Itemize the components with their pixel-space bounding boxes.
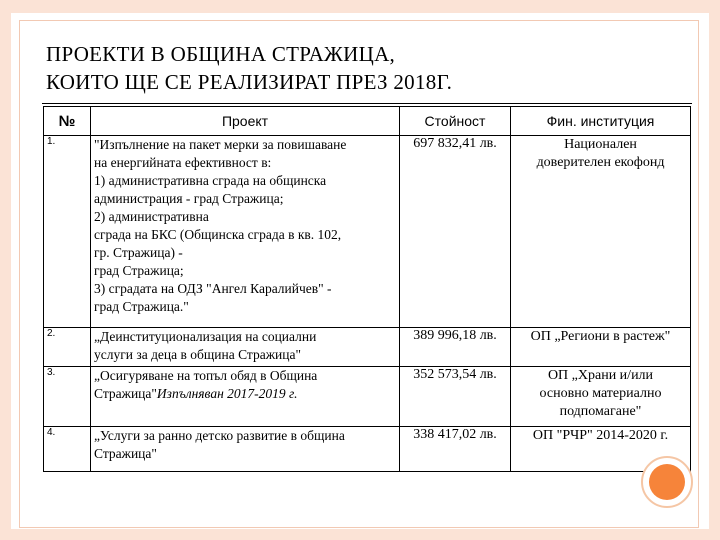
table-header-row — [44, 107, 691, 136]
decorative-circle-icon — [641, 456, 693, 508]
slide-frame-left — [0, 13, 11, 540]
project-line: услуги за деца в община Стражица" — [94, 347, 302, 362]
projects-table — [43, 106, 691, 472]
row-num: 2. — [44, 328, 91, 367]
row-institution — [511, 367, 691, 427]
project-line: "Изпълнение на пакет мерки за повишаване — [94, 137, 347, 152]
row-institution — [511, 328, 691, 367]
project-status-italic: Изпълняван 2017-2019 г. — [156, 386, 298, 401]
row-project — [91, 136, 400, 328]
slide-frame-bottom — [0, 529, 720, 540]
table-row — [44, 427, 691, 472]
slide-title-line-2: КОИТО ЩЕ СЕ РЕАЛИЗИРАТ ПРЕЗ 2018Г. — [46, 70, 453, 94]
project-line: 1) административна сграда на общинска — [94, 173, 327, 188]
project-line — [94, 385, 396, 403]
header-num: № — [44, 107, 91, 136]
institution-line: ОП „Региони в растеж" — [530, 329, 671, 344]
row-num: 4. — [44, 427, 91, 472]
decorative-circle-fill — [649, 464, 685, 500]
project-line: на енергийната ефективност в: — [94, 155, 272, 170]
title-separator — [42, 103, 692, 104]
row-project — [91, 367, 400, 427]
slide-frame-right — [709, 13, 720, 540]
institution-line: Национален — [564, 137, 637, 152]
project-line: „Услуги за ранно детско развитие в община — [94, 428, 345, 443]
header-institution: Фин. институция — [511, 107, 691, 136]
row-value: 389 996,18 лв. — [400, 328, 511, 367]
row-value: 352 573,54 лв. — [400, 367, 511, 427]
row-project — [91, 427, 400, 472]
slide-title — [46, 40, 686, 96]
table-row — [44, 367, 691, 427]
row-institution — [511, 136, 691, 328]
project-line: 2) административна — [94, 209, 209, 224]
row-value: 697 832,41 лв. — [400, 136, 511, 328]
project-line: „Осигуряване на топъл обяд в Община — [94, 368, 318, 383]
header-value: Стойност — [400, 107, 511, 136]
institution-line: доверителен екофонд — [536, 155, 665, 170]
project-line-text: Стражица" — [94, 386, 157, 401]
institution-line: ОП "РЧР" 2014-2020 г. — [532, 428, 669, 443]
slide-title-line-1: ПРОЕКТИ В ОБЩИНА СТРАЖИЦА, — [46, 42, 396, 66]
project-line: Стражица" — [94, 446, 157, 461]
project-line: 3) сградата на ОДЗ "Ангел Каралийчев" - — [94, 281, 332, 296]
institution-line: ОП „Храни и/или — [547, 368, 654, 383]
row-num: 3. — [44, 367, 91, 427]
institution-line: подпомагане" — [559, 404, 642, 419]
row-project — [91, 328, 400, 367]
project-line: сграда на БКС (Общинска сграда в кв. 102, — [94, 227, 342, 242]
table-row — [44, 136, 691, 328]
project-line: гр. Стражица) - — [94, 245, 183, 260]
header-project: Проект — [91, 107, 400, 136]
row-num: 1. — [44, 136, 91, 328]
project-line: „Деинституционализация на социални — [94, 329, 317, 344]
slide-frame-top — [0, 0, 720, 13]
institution-line: основно материално — [539, 386, 662, 401]
project-line: град Стражица." — [94, 299, 189, 314]
project-line: администрация - град Стражица; — [94, 191, 284, 206]
row-value: 338 417,02 лв. — [400, 427, 511, 472]
table-row — [44, 328, 691, 367]
project-line: град Стражица; — [94, 263, 184, 278]
